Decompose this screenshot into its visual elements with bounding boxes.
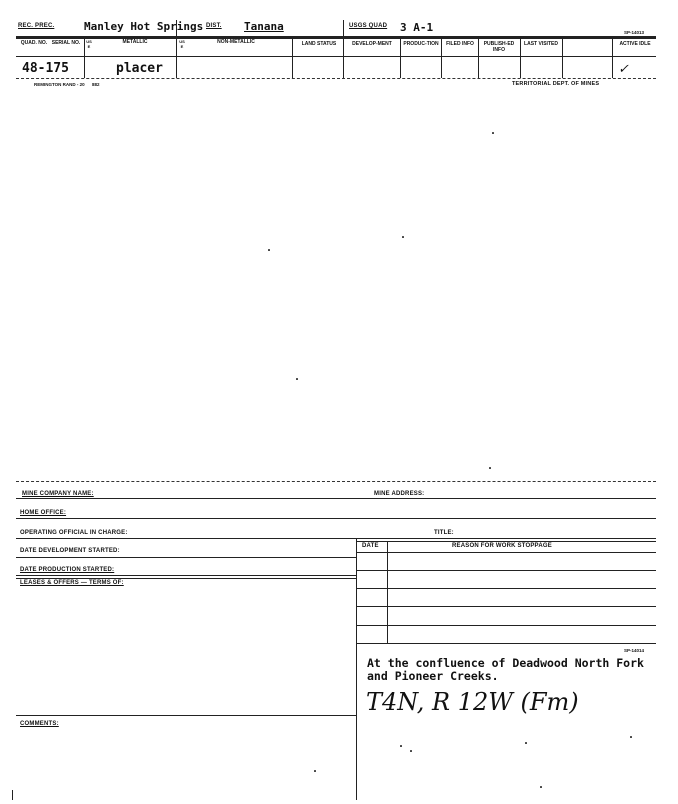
date-prod-rule-2 bbox=[16, 578, 356, 579]
date-production-started-label: DATE PRODUCTION STARTED: bbox=[20, 567, 115, 573]
scan-speck bbox=[296, 378, 298, 380]
scan-speck bbox=[410, 750, 412, 752]
col-divider bbox=[562, 36, 563, 78]
scan-speck bbox=[630, 736, 632, 738]
home-office-label: HOME OFFICE: bbox=[20, 510, 67, 516]
stoppage-row-rule bbox=[356, 625, 656, 626]
stoppage-header-rule bbox=[356, 552, 656, 553]
scan-speck bbox=[400, 745, 402, 747]
stoppage-row-rule bbox=[356, 643, 656, 644]
stoppage-date-divider bbox=[387, 541, 388, 643]
active-idle-check: ✓ bbox=[618, 62, 629, 77]
quad-serial-value: 48-175 bbox=[22, 61, 69, 76]
filed-info-label: FILED INFO bbox=[446, 41, 474, 47]
stoppage-row-rule bbox=[356, 606, 656, 607]
mine-company-name-label: MINE COMPANY NAME: bbox=[22, 491, 94, 497]
published-info-label: PUBLISH-ED INFO bbox=[483, 41, 515, 53]
use-label-nonmetallic: USE bbox=[179, 39, 185, 49]
comments-top-rule bbox=[16, 715, 356, 716]
rec-prec-label: REC. PREC. bbox=[18, 23, 55, 29]
remington-code: 882 bbox=[92, 82, 100, 87]
edge-mark bbox=[356, 760, 357, 780]
card-bottom-dashed-rule bbox=[16, 78, 656, 79]
date-development-started-label: DATE DEVELOPMENT STARTED: bbox=[20, 548, 120, 554]
metallic-label: METALLIC bbox=[122, 39, 148, 45]
operating-official-rule bbox=[16, 538, 656, 539]
scan-speck bbox=[492, 132, 494, 134]
serial-no-label: SERIAL NO. bbox=[51, 40, 81, 46]
column-header-rule bbox=[16, 56, 656, 57]
date-prod-rule bbox=[16, 575, 356, 576]
scan-speck bbox=[314, 770, 316, 772]
mine-address-label: MINE ADDRESS: bbox=[374, 491, 425, 497]
handwritten-township-range: T4N, R 12W (Fm) bbox=[366, 688, 579, 716]
land-status-label: LAND STATUS bbox=[301, 41, 337, 47]
usgs-quad-label: USGS QUAD bbox=[349, 23, 388, 29]
col-divider bbox=[343, 20, 344, 78]
form-number-top: SP-14013 bbox=[624, 30, 645, 35]
scan-speck bbox=[489, 467, 491, 469]
col-divider bbox=[292, 36, 293, 78]
use-label-metallic: USE bbox=[86, 39, 92, 49]
district-label: DIST. bbox=[206, 23, 222, 29]
nonmetallic-label: NON-METALLIC bbox=[217, 39, 255, 45]
scan-speck bbox=[540, 786, 542, 788]
stoppage-reason-header: REASON FOR WORK STOPPAGE bbox=[452, 543, 552, 549]
col-divider bbox=[612, 36, 613, 78]
usgs-quad-value: 3 A-1 bbox=[400, 21, 434, 34]
date-dev-rule bbox=[16, 557, 356, 558]
stoppage-date-header: DATE bbox=[362, 543, 379, 549]
dept-footer: TERRITORIAL DEPT. OF MINES bbox=[512, 81, 600, 87]
active-idle-label: ACTIVE IDLE bbox=[619, 41, 651, 47]
leases-offers-label: LEASES & OFFERS — TERMS OF: bbox=[20, 580, 124, 586]
operating-official-label: OPERATING OFFICIAL IN CHARGE: bbox=[20, 530, 128, 536]
scan-speck bbox=[402, 236, 404, 238]
remington-footer: REMINGTON RAND - 20 bbox=[34, 82, 85, 87]
title-label: TITLE: bbox=[434, 530, 454, 536]
col-divider bbox=[176, 20, 177, 78]
edge-mark bbox=[12, 790, 13, 800]
home-office-rule bbox=[16, 518, 656, 519]
last-visited-label: LAST VISITED bbox=[524, 41, 558, 47]
stoppage-table-top-rule bbox=[356, 541, 656, 542]
scan-speck bbox=[268, 249, 270, 251]
metallic-value: placer bbox=[116, 61, 163, 76]
mine-company-rule bbox=[16, 498, 656, 499]
production-label: PRODUC-TION bbox=[403, 41, 439, 47]
comments-label: COMMENTS: bbox=[20, 721, 59, 727]
form-number-bottom: SP-14014 bbox=[624, 648, 645, 653]
location-note-line-2: and Pioneer Creeks. bbox=[367, 669, 499, 683]
mine-name: Manley Hot Springs bbox=[84, 20, 204, 33]
quad-no-label: QUAD. NO. bbox=[20, 40, 48, 46]
back-top-dashed-rule bbox=[16, 481, 656, 482]
location-note-line-1: At the confluence of Deadwood North Fork bbox=[367, 656, 644, 670]
scan-speck bbox=[525, 742, 527, 744]
district-value: Tanana bbox=[244, 20, 284, 33]
stoppage-row-rule bbox=[356, 570, 656, 571]
development-label: DEVELOP-MENT bbox=[352, 41, 392, 47]
stoppage-row-rule bbox=[356, 588, 656, 589]
